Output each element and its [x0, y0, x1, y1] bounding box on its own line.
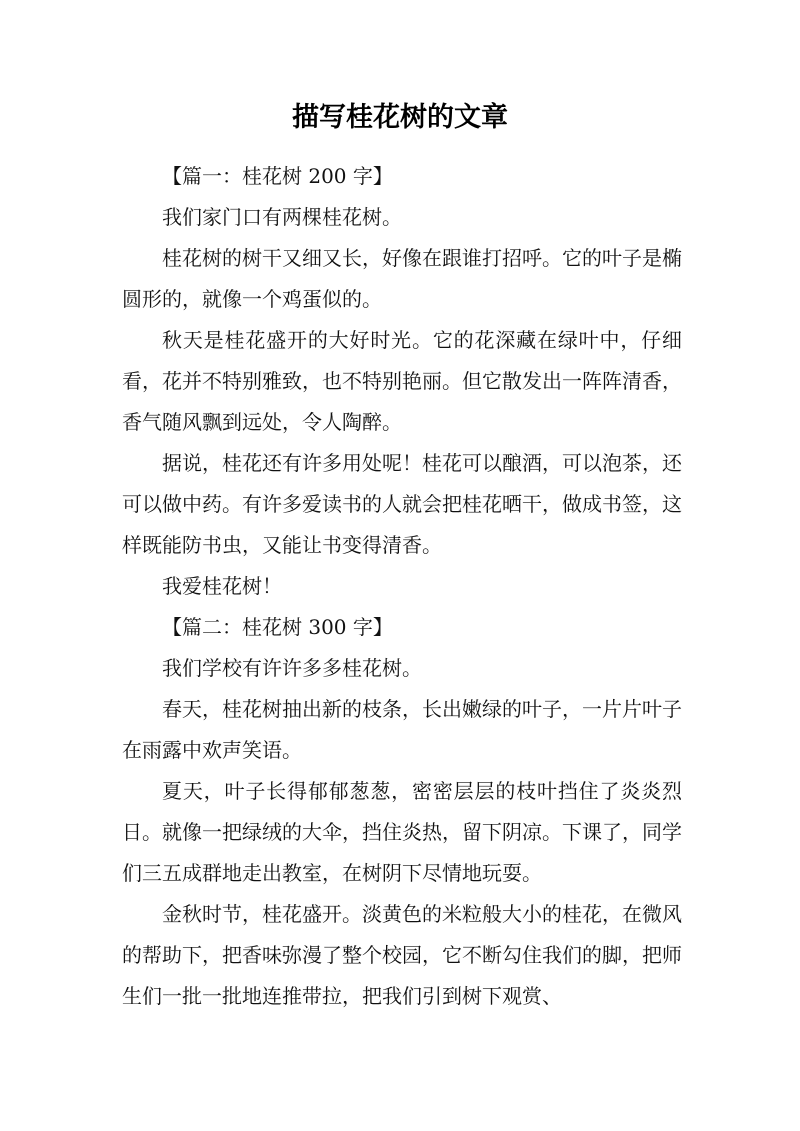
paragraph: 春天，桂花树抽出新的枝条，长出嫩绿的叶子，一片片叶子在雨露中欢声笑语。	[122, 697, 682, 762]
paragraph: 我们家门口有两棵桂花树。	[162, 205, 402, 229]
paragraph: 金秋时节，桂花盛开。淡黄色的米粒般大小的桂花，在微风的帮助下，把香味弥漫了整个校园，它不断勾住我们的脚，把师生们一批一批地连推带拉，把我们引到树下观赏、	[122, 902, 682, 1008]
document-title: 描写桂花树的文章	[292, 102, 508, 133]
paragraph: 秋天是桂花盛开的大好时光。它的花深藏在绿叶中，仔细看，花并不特别雅致，也不特别艳丽。但它散发出一阵阵清香，香气随风飘到远处，令人陶醉。	[122, 328, 682, 434]
document-body	[122, 156, 682, 1017]
paragraph: 我爱桂花树！	[162, 574, 282, 598]
paragraph: 我们学校有许许多多桂花树。	[162, 656, 422, 680]
paragraph: 据说，桂花还有许多用处呢！桂花可以酿酒，可以泡茶，还可以做中药。有许多爱读书的人就会把桂花晒干，做成书签，这样既能防书虫，又能让书变得清香。	[122, 451, 682, 557]
section-heading-1: 【篇一：桂花树 200 字】	[162, 164, 393, 188]
paragraph: 夏天，叶子长得郁郁葱葱，密密层层的枝叶挡住了炎炎烈日。就像一把绿绒的大伞，挡住炎热，留下阴凉。下课了，同学们三五成群地走出教室，在树阴下尽情地玩耍。	[122, 779, 682, 885]
paragraph: 桂花树的树干又细又长，好像在跟谁打招呼。它的叶子是椭圆形的，就像一个鸡蛋似的。	[122, 246, 682, 311]
section-heading-2: 【篇二：桂花树 300 字】	[162, 615, 393, 639]
